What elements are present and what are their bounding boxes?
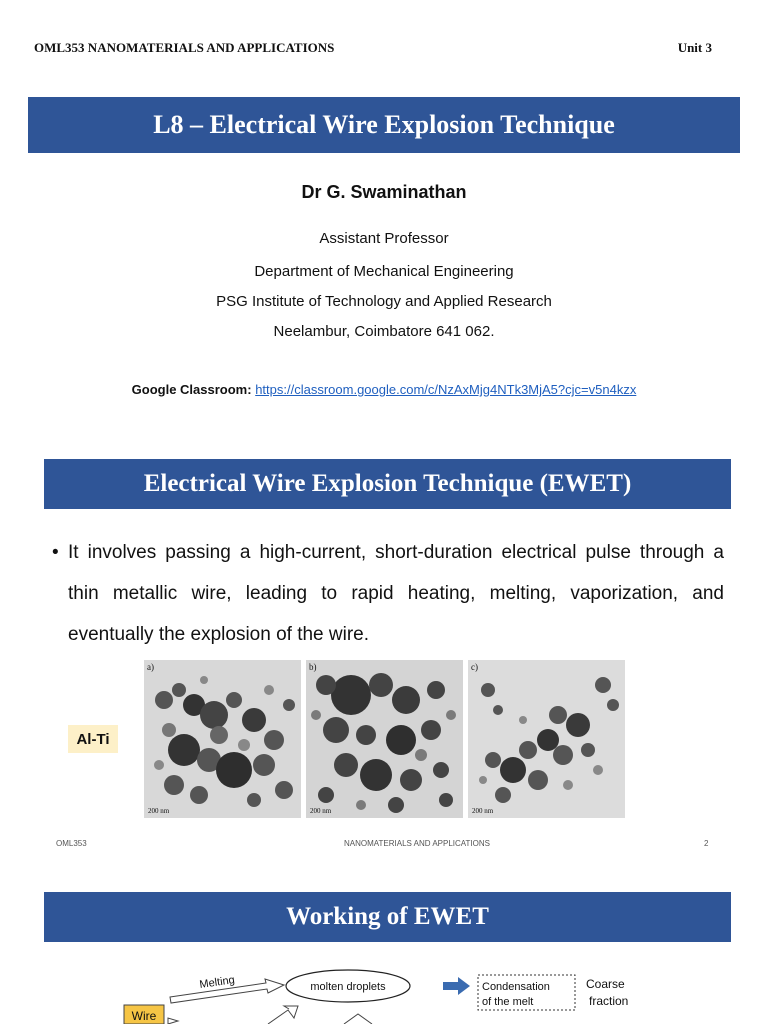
lecture-title: L8 – Electrical Wire Explosion Technique [153, 110, 615, 139]
affiliation-position: Assistant Professor [319, 230, 449, 247]
micrograph-b-tag: b) [309, 662, 317, 672]
micrograph-c-tag: c) [471, 662, 478, 672]
particle-cluster-image [306, 660, 463, 818]
footer-course-code: OML353 [56, 839, 87, 848]
micrograph-a [144, 660, 301, 818]
micrograph-b [306, 660, 463, 818]
bullet-text: It involves passing a high-current, short-duration electrical pulse through a thin metallic wire, leading to rapid heating, melting, vaporization, and eventually the explosion of the wire. [68, 542, 724, 645]
coarse-label-1: Coarse [586, 977, 625, 991]
molten-droplets-label: molten droplets [310, 981, 386, 993]
footer-course-name: NANOMATERIALS AND APPLICATIONS [344, 839, 490, 848]
droplet-split-icon [344, 1014, 372, 1024]
condensation-label-2: of the melt [482, 996, 534, 1008]
working-title: Working of EWET [286, 903, 489, 930]
upward-arrow-icon [268, 1006, 298, 1024]
google-classroom-line [0, 382, 768, 397]
condensation-label-1: Condensation [482, 981, 550, 993]
footer-page-number: 2 [704, 839, 709, 848]
lower-arrow-icon [168, 1018, 178, 1024]
unit-label: Unit 3 [677, 40, 712, 55]
working-title-banner [44, 892, 731, 942]
bullet-point [52, 532, 724, 655]
course-header: OML353 NANOMATERIALS AND APPLICATIONS [34, 40, 335, 55]
ewet-title-banner [44, 459, 731, 509]
google-classroom-label: Google Classroom: [131, 382, 252, 397]
blue-arrow-icon [443, 977, 470, 995]
ewet-title: Electrical Wire Explosion Technique (EWET) [143, 470, 632, 497]
ewet-process-diagram [118, 950, 638, 1024]
micrograph-c-scale: 200 nm [472, 807, 494, 815]
affiliation-department: Department of Mechanical Engineering [254, 263, 514, 280]
micrograph-a-scale: 200 nm [148, 807, 170, 815]
affiliation-institute: PSG Institute of Technology and Applied Research [216, 293, 552, 310]
micrograph-c [468, 660, 625, 818]
process-flow-svg [118, 950, 638, 1024]
micrograph-a-tag: a) [147, 662, 154, 672]
author-name: Dr G. Swaminathan [301, 182, 467, 202]
bullet-dot-icon: • [52, 542, 59, 563]
coarse-label-2: fraction [589, 994, 629, 1008]
micrograph-b-scale: 200 nm [310, 807, 332, 815]
google-classroom-link[interactable]: https://classroom.google.com/c/NzAxMjg4NTk3MjA5?cjc=v5n4kzx [255, 382, 637, 397]
lecture-title-banner [28, 97, 740, 153]
particle-cluster-image [468, 660, 625, 818]
particle-cluster-image [144, 660, 301, 818]
melting-label: Melting [198, 974, 236, 991]
wire-label: Wire [131, 1009, 157, 1023]
sample-label: Al-Ti [68, 725, 118, 753]
affiliation-address: Neelambur, Coimbatore 641 062. [273, 323, 495, 340]
